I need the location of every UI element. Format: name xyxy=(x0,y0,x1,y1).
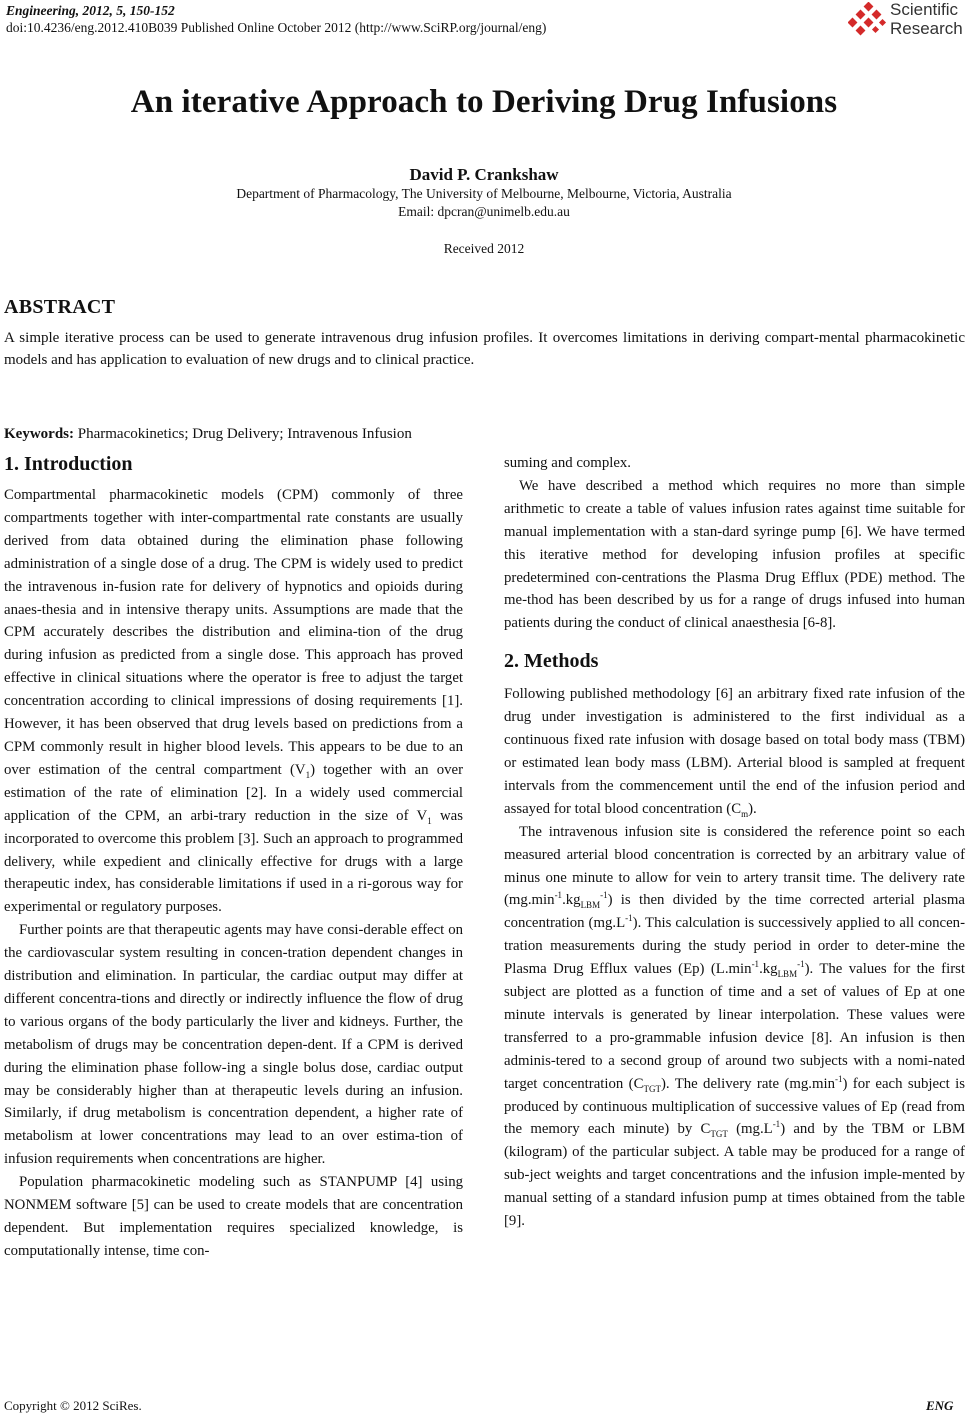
intro-paragraph-3: Population pharmacokinetic modeling such as STANPUMP [4] using NONMEM software [5] can be used to create models that are concentration dependent. But implementation requires specialized knowledge, is computationally intense, time con- xyxy=(4,1174,463,1259)
abstract-heading: ABSTRACT xyxy=(4,296,116,318)
author-email: Email: dpcran@unimelb.edu.au xyxy=(398,204,570,219)
section-heading-methods: 2. Methods xyxy=(504,650,599,673)
intro-paragraph-3-continued: suming and complex. xyxy=(504,455,631,471)
logo-line-2: Research xyxy=(890,19,963,38)
author-name: David P. Crankshaw xyxy=(409,165,559,184)
keywords-list: Pharmacokinetics; Drug Delivery; Intravenous Infusion xyxy=(74,426,412,442)
journal-volume: , 2012, 5, 150-152 xyxy=(75,3,175,18)
journal-citation xyxy=(6,3,175,19)
footer-journal-abbr: ENG xyxy=(926,1398,954,1413)
intro-paragraph-4: We have described a method which requires no more than simple arithmetic to create a table of values infusion rates against time suitable for manual implementation with a stan-dard syringe pump [6]. We have termed this iterative method for developing infusion profiles at specific predetermined con-centrations the Plasma Drug Efflux (PDE) method. The me-thod has been described by us for a range of drugs infused into human patients during the conduct of clinical anaesthesia [6-8]. xyxy=(504,477,965,632)
keywords-label: Keywords: xyxy=(4,426,74,442)
footer-copyright: Copyright © 2012 SciRes. xyxy=(4,1398,142,1413)
intro-paragraph-1: Compartmental pharmacokinetic models (CPM) commonly of three compartments together with inter-compartmental rate constants are usually derived from data obtained during the elimination phase following administration of a single dose of a drug. The CPM is widely used to predict the intravenous in-fusion rate for delivery of hypnotics and opioids during anaes-thesia and in intensive therapy units. Assumptions are made that the CPM accurately describes the distribution and elimina-tion of the drug during infusion as predicted from a single dose. This approach has proved effective in clinical situations where the operator is free to adjust the target concentration according to clinical impressions of dosing requirements [1]. However, it has been observed that drug levels based on predictions from a CPM commonly result in higher blood levels. This appears to be due to an over estimation of the central compartment $(V_1)$ together with an over estimation of the rate of elimination [2]. In a widely used commercial application of the CPM, an arbi-trary reduction in the size of $V_1$ was incorporated to overcome this problem [3]. Such an approach to programmed delivery, while expedient and clinically effective for drugs with a large therapeutic index, has considerable limitations if used in a ri-gorous way for experimental or regulatory purposes. xyxy=(4,487,463,916)
paper-title: An iterative Approach to Deriving Drug Infusions xyxy=(130,84,838,120)
logo-mark-icon xyxy=(848,2,888,42)
doi-line: doi:10.4236/eng.2012.410B039 Published Online October 2012 (http://www.SciRP.org/journal/eng) xyxy=(6,20,547,35)
intro-paragraph-2: Further points are that therapeutic agents may have consi-derable effect on the cardiovascular system resulting in concen-tration dependent changes in distribution and elimination. In particular, the cardiac output may differ at different concentra-tions and directly or indirectly influence the flow of drug to various organs of the body particularly the liver and kidneys. Further, the metabolism of drugs may be concentration depen-dent. If a CPM is derived during the elimination phase follow-ing a single bolus dose, cardiac output may be considerably higher than at therapeutic levels during an infusion. Similarly, if drug metabolism is concentration dependent, a higher rate of metabolism at lower concentrations may lead to an over estima-tion of infusion requirements when concentrations are higher. xyxy=(4,922,463,1168)
received-date: Received 2012 xyxy=(443,241,525,256)
author-affiliation: Department of Pharmacology, The University of Melbourne, Melbourne, Victoria, Australia xyxy=(236,186,732,201)
publisher-logo xyxy=(848,0,968,44)
right-column xyxy=(504,452,965,1233)
abstract-text: A simple iterative process can be used to generate intravenous drug infusion profiles. It overcomes limitations in deriving compart-mental pharmacokinetic models and has application to evaluation of new drugs and to clinical practice. xyxy=(4,330,965,368)
logo-text xyxy=(890,0,963,38)
section-heading-introduction: 1. Introduction xyxy=(4,453,133,475)
journal-name: Engineering xyxy=(6,3,76,18)
keywords xyxy=(4,426,412,443)
methods-paragraph-2: The intravenous infusion site is considered the reference point so each measured arterial blood concentration is corrected by an arbitrary value of minus one minute to allow for vein to artery transit time. The delivery rate $(mg.\min^{-1}.kg_{LBM}^{-1})$ is then divided by the time corrected arterial plasma concentration $(mg.L^{-1})$. This calculation is successively applied to all concen-tration measurements during the study period in order to deter-mine the Plasma Drug Efflux values (Ep) $(L.\min^{-1}.kg_{LBM}^{-1})$. The values for the first subject are plotted as a function of time and a set of values of Ep at one minute intervals is generated by linear interpolation. These values were transferred to a pro-grammable infusion device [8]. An infusion is then adminis-tered to a second group of around two subjects with a nomi-nated target concentration $(C_{TGT})$. The delivery rate $(mg.\min^{-1})$ for each subject is produced by continuous multiplication of successive values of Ep (read from the memory each minute) by $C_{TGT}$ $(mg.L^{-1})$ and by the TBM or LBM (kilogram) of the particular subject. A table may be produced for a range of sub-ject weights and target concentrations and the infusion imple-mented by manual setting of a standard infusion pump at times obtained from the table [9]. xyxy=(504,823,965,1230)
logo-line-1: Scientific xyxy=(890,0,959,19)
left-column xyxy=(4,452,463,1263)
methods-paragraph-1: Following published methodology [6] an arbitrary fixed rate infusion of the drug under investigation is administered to the first individual as a continuous fixed rate infusion with dosage based on total body mass (TBM) or estimated lean body mass (LBM). Arterial blood is sampled at frequent intervals from the commencement until the end of the infusion period and assayed for total blood concentration $(C_m)$. xyxy=(504,686,965,819)
